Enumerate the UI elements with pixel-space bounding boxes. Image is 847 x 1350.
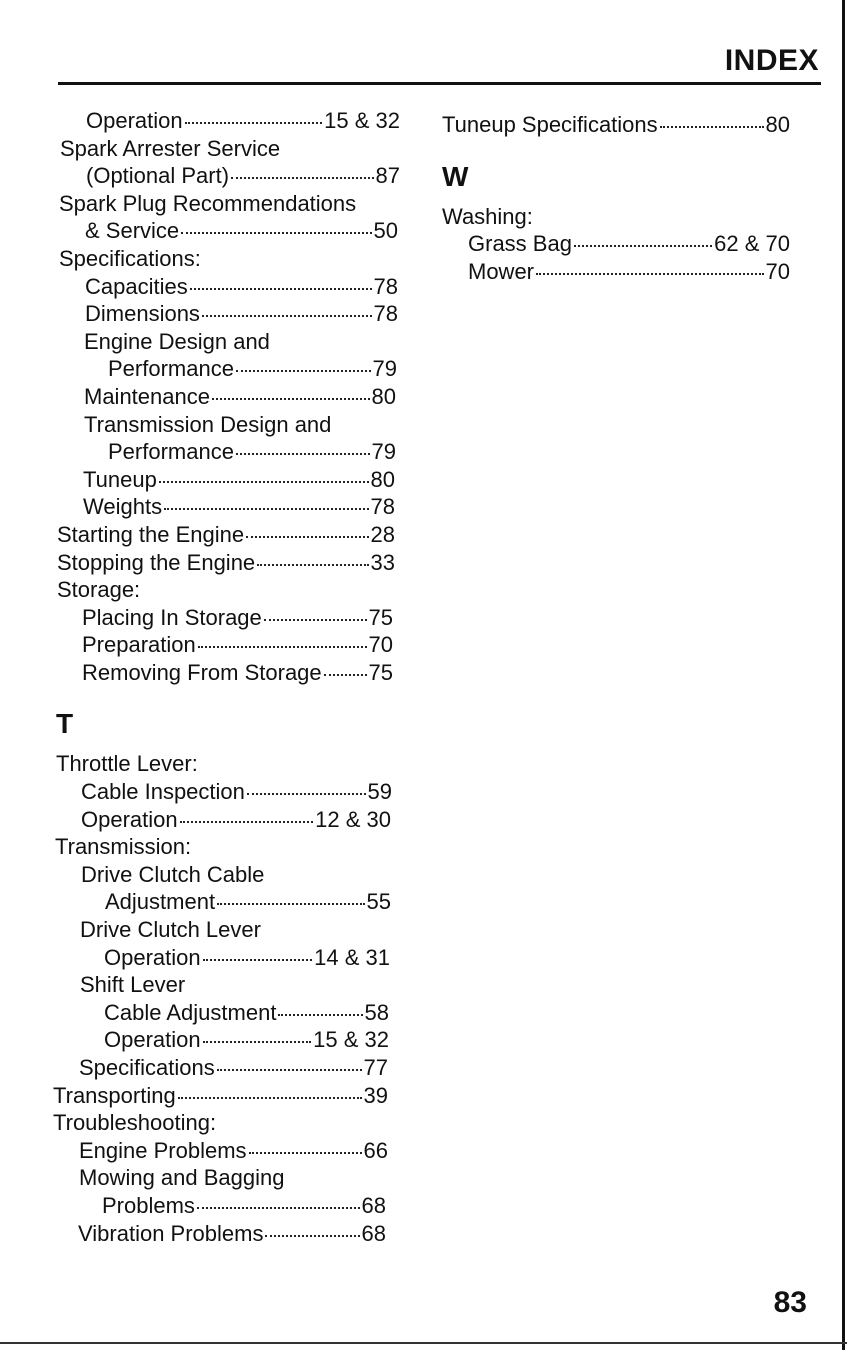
index-entry <box>80 971 389 999</box>
page-number: 83 <box>773 1286 807 1319</box>
entry-label: Operation <box>104 944 201 970</box>
index-entry <box>57 521 395 549</box>
entry-page: 55 <box>366 889 391 915</box>
dot-leader <box>324 674 367 676</box>
dot-leader <box>198 646 367 648</box>
entry-page: 68 <box>361 1220 386 1246</box>
entry-page: 80 <box>370 466 395 492</box>
index-column-left <box>0 107 400 1247</box>
dot-leader <box>185 122 323 124</box>
entry-label: Storage: <box>57 577 141 603</box>
dot-leader <box>203 959 313 961</box>
entry-label: Performance <box>108 439 234 465</box>
page-edge <box>842 0 845 1350</box>
entry-page: 78 <box>370 494 395 520</box>
entry-page: 68 <box>361 1192 386 1218</box>
entry-label: Capacities <box>85 273 188 299</box>
entry-page: 28 <box>370 521 395 547</box>
index-entry <box>53 1109 388 1137</box>
entry-label: Operation <box>86 108 183 133</box>
dot-leader <box>203 1041 312 1043</box>
entry-label: Spark Plug Recommendations <box>59 190 357 216</box>
index-entry <box>84 383 396 411</box>
dot-leader <box>202 315 372 317</box>
entry-label: Troubleshooting: <box>53 1110 217 1136</box>
dot-leader <box>236 370 371 372</box>
index-entry <box>104 944 390 972</box>
entry-label: Shift Lever <box>80 972 186 998</box>
dot-leader <box>246 536 368 538</box>
entry-label: Weights <box>83 494 163 520</box>
entry-label: Tuneup Specifications <box>442 112 658 137</box>
index-entry <box>104 999 389 1027</box>
index-entry <box>468 230 790 258</box>
dot-leader <box>164 508 368 510</box>
index-entry <box>104 1026 389 1054</box>
index-entry <box>59 245 398 273</box>
entry-page: 58 <box>364 999 389 1025</box>
index-entry <box>60 135 400 163</box>
entry-label: Engine Problems <box>79 1137 247 1163</box>
entry-label: Preparation <box>82 632 196 658</box>
index-entry <box>57 576 394 604</box>
section-letter: W <box>442 160 469 192</box>
dot-leader <box>180 821 314 823</box>
entry-page: 87 <box>375 163 400 189</box>
entry-label: Mowing and Bagging <box>79 1165 285 1191</box>
index-entry <box>81 806 391 834</box>
entry-label: Washing: <box>442 203 533 229</box>
entry-page: 75 <box>368 604 393 630</box>
index-entry <box>57 549 395 577</box>
index-entry <box>56 750 393 778</box>
index-entry <box>79 1164 387 1192</box>
entry-label: Transmission Design and <box>84 411 332 437</box>
entry-page: 70 <box>765 258 790 284</box>
dot-leader <box>574 245 712 247</box>
entry-page: 75 <box>368 659 393 685</box>
entry-label: Engine Design and <box>84 328 270 354</box>
dot-leader <box>212 398 370 400</box>
entry-label: Drive Clutch Cable <box>81 861 265 887</box>
index-entry <box>102 1192 386 1220</box>
index-entry <box>78 1220 386 1248</box>
dot-leader <box>536 273 764 275</box>
dot-leader <box>197 1207 360 1209</box>
entry-label: Problems <box>102 1192 195 1218</box>
header-rule <box>58 82 821 85</box>
index-entry <box>468 258 790 286</box>
dot-leader <box>247 793 366 795</box>
index-entry <box>53 1082 388 1110</box>
entry-page: 70 <box>368 632 393 658</box>
dot-leader <box>236 453 370 455</box>
entry-label: Cable Inspection <box>81 779 245 805</box>
index-entry <box>85 217 398 245</box>
index-entry <box>79 1054 388 1082</box>
section-letter: T <box>56 708 74 740</box>
entry-label: Operation <box>81 806 178 832</box>
entry-page: 59 <box>367 779 392 805</box>
index-entry <box>55 833 391 861</box>
index-entry <box>105 888 391 916</box>
entry-page: 78 <box>373 301 398 327</box>
entry-page: 77 <box>363 1055 388 1080</box>
entry-label: Placing In Storage <box>82 604 262 630</box>
entry-page: 66 <box>363 1137 388 1163</box>
entry-label: Maintenance <box>84 383 210 409</box>
index-entry <box>83 466 395 494</box>
entry-page: 80 <box>765 112 790 137</box>
entry-label: Specifications: <box>59 245 201 271</box>
index-entry <box>108 438 396 466</box>
entry-page: 78 <box>373 273 398 299</box>
entry-label: Tuneup <box>83 466 157 492</box>
entry-label: Stopping the Engine <box>57 549 256 575</box>
index-entry <box>82 604 393 632</box>
dot-leader <box>249 1152 362 1154</box>
index-entry <box>81 778 392 806</box>
entry-label: Starting the Engine <box>57 521 245 547</box>
entry-page: 62 & 70 <box>714 231 790 257</box>
dot-leader <box>181 232 371 234</box>
index-entry <box>59 190 399 218</box>
index-entry <box>85 300 398 328</box>
entry-label: Vibration Problems <box>78 1220 264 1246</box>
dot-leader <box>190 288 372 290</box>
entry-label: Mower <box>468 258 535 284</box>
dot-leader <box>178 1097 362 1099</box>
page-bottom-edge <box>0 1342 847 1344</box>
entry-label: Cable Adjustment <box>104 999 277 1025</box>
entry-label: Spark Arrester Service <box>60 135 281 161</box>
entry-page: 50 <box>373 218 398 244</box>
entry-label: Performance <box>108 356 234 382</box>
index-entry <box>81 861 391 889</box>
index-entry <box>86 107 400 135</box>
dot-leader <box>278 1014 362 1016</box>
entry-page: 33 <box>370 549 395 575</box>
entry-page: 79 <box>372 356 397 382</box>
index-entry <box>82 659 393 687</box>
entry-label: Dimensions <box>85 301 200 327</box>
entry-page: 14 & 31 <box>314 944 390 970</box>
index-entry <box>82 631 393 659</box>
entry-label: Operation <box>104 1027 201 1053</box>
index-entry <box>83 493 395 521</box>
index-entry <box>84 328 397 356</box>
index-entry <box>79 1137 388 1165</box>
dot-leader <box>159 481 369 483</box>
index-entry <box>84 411 396 439</box>
entry-label: Throttle Lever: <box>56 751 198 777</box>
entry-label: Transmission: <box>55 834 192 860</box>
entry-label: Removing From Storage <box>82 659 322 685</box>
entry-label: (Optional Part) <box>86 163 230 189</box>
entry-label: Adjustment <box>105 889 216 915</box>
dot-leader <box>264 619 367 621</box>
index-column-right <box>442 111 792 285</box>
dot-leader <box>265 1235 359 1237</box>
entry-label: & Service <box>85 218 180 244</box>
entry-page: 79 <box>371 439 396 465</box>
page-title: INDEX <box>724 44 819 77</box>
entry-page: 80 <box>371 383 396 409</box>
index-entry <box>86 162 400 190</box>
entry-page: 15 & 32 <box>313 1027 389 1053</box>
entry-page: 39 <box>363 1082 388 1108</box>
entry-page: 12 & 30 <box>315 806 391 832</box>
entry-label: Transporting <box>53 1082 176 1108</box>
dot-leader <box>257 564 368 566</box>
index-entry <box>80 916 390 944</box>
dot-leader <box>217 903 364 905</box>
index-entry <box>442 203 790 231</box>
dot-leader <box>217 1069 362 1071</box>
entry-label: Drive Clutch Lever <box>80 917 261 943</box>
entry-label: Grass Bag <box>468 231 572 257</box>
dot-leader <box>660 126 764 128</box>
entry-page: 15 & 32 <box>324 108 400 133</box>
index-entry <box>85 273 398 301</box>
dot-leader <box>231 177 373 179</box>
entry-label: Specifications <box>79 1055 215 1080</box>
index-entry <box>442 111 790 139</box>
index-entry <box>108 355 397 383</box>
